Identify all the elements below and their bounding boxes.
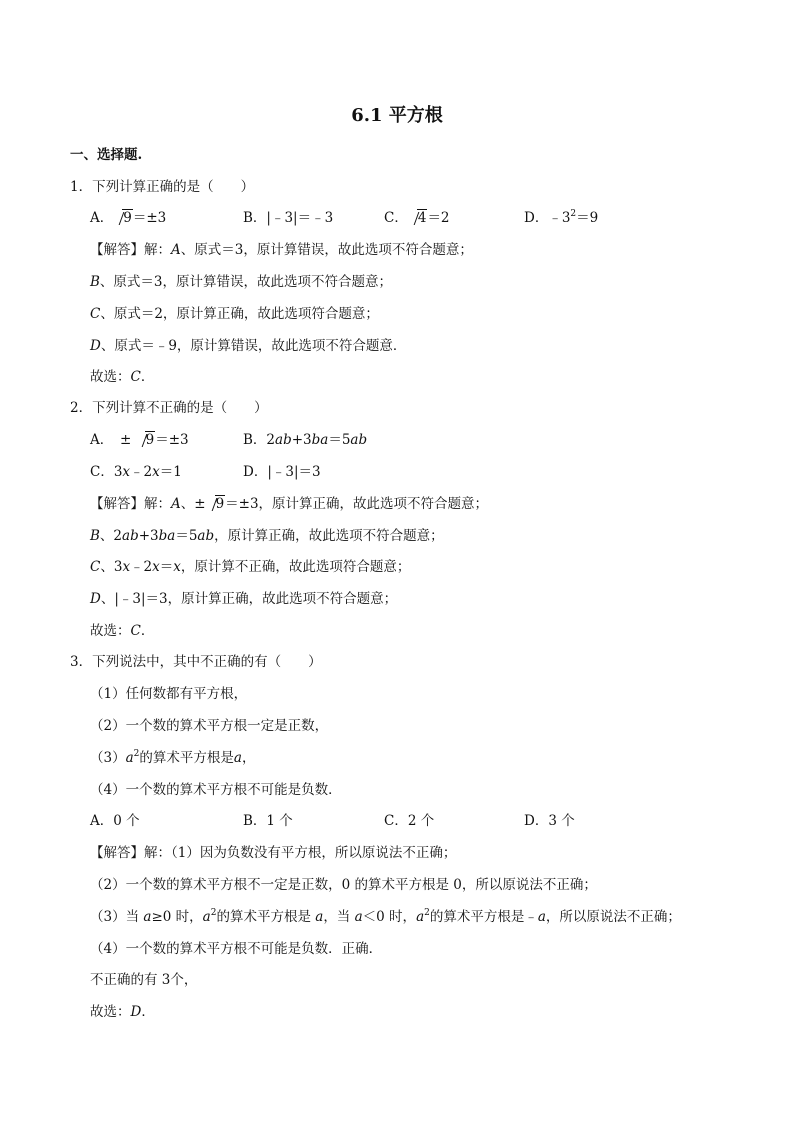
sqrt-symbol [408,209,428,227]
sqrt-symbol [113,209,133,227]
answer-text: 的算术平方根是﹣ [429,909,538,925]
answer-text: 、原式＝﹣9，原计算错误，故此选项不符合题意． [100,338,407,354]
variable: x [152,464,160,480]
radicand: 9 [123,210,132,226]
answer-text: ，所以原说法不正确； [545,909,681,925]
q3-answer-line-5: 不正确的有 3个， [90,972,198,988]
variable: a [125,750,134,766]
exponent: 2 [210,908,217,918]
variable: a [143,909,152,925]
q3-statement-1: （1）任何数都有平方根， [90,686,248,702]
variable: a [416,909,425,925]
operator: ﹣2 [130,464,153,480]
sqrt-symbol [136,431,156,449]
exponent: 2 [570,209,577,219]
q2-option-b-label: B．2 [243,432,276,448]
answer-text: ，原计算不正确，故此选项符合题意； [180,559,411,575]
variable: ba [158,528,176,544]
q1-answer-line-1 [90,241,473,259]
variable: A [171,496,181,512]
answer-text: 、原式＝2，原计算正确，故此选项符合题意； [100,306,379,322]
question-1-stem: 1．下列计算正确的是（ ） [70,179,255,195]
q3-statement-3 [90,749,255,767]
q3-answer-line-4: （4）一个数的算术平方根不可能是负数．正确． [90,941,383,957]
operator: ＝1 [159,464,182,480]
q3-statement-2: （2）一个数的算术平方根一定是正数， [90,718,329,734]
radicand: 9 [145,432,155,448]
variable: B [90,528,100,544]
choice-prefix: 故选： [90,1004,131,1020]
statement-text: 的算术平方根是 [139,750,234,766]
variable: ba [311,432,329,448]
q2-option-a [90,431,189,449]
answer-text: ＝ [159,559,174,575]
variable: D [90,338,101,354]
q1-option-a [90,209,166,227]
answer-prefix: 【解答】解： [90,496,171,512]
answer-text: 、3 [100,559,123,575]
variable: a [233,750,242,766]
exponent: 2 [424,908,430,918]
choice-prefix: 故选： [90,623,131,639]
answer-text: 、原式＝3，原计算错误，故此选项不符合题意； [99,274,393,290]
choice-prefix: 故选： [90,369,131,385]
q1-option-d-label: D．﹣3 [524,210,571,226]
q1-option-a-label: A． [90,210,114,226]
q3-answer-line-3 [90,908,681,926]
answer-text: 的算术平方根是 [216,909,316,925]
variable: ab [275,432,292,448]
answer-text: ﹣2 [130,559,153,575]
variable: C [90,559,101,575]
radicand: 4 [417,210,427,226]
variable: a [202,909,211,925]
answer-text: 、原式＝3，原计算错误，故此选项不符合题意； [180,242,473,258]
answer-text: ＜0 时， [362,909,417,925]
choice-end: ． [140,623,155,639]
variable: ab [350,432,368,448]
q3-statement-4: （4）一个数的算术平方根不可能是负数． [90,782,342,798]
variable: a [315,909,324,925]
answer-text: 、2 [99,528,123,544]
variable: x [173,559,181,575]
variable: a [354,909,363,925]
variable: x [122,464,131,480]
variable: C [90,306,101,322]
answer-text: ，原计算正确，故此选项不符合题意； [214,528,444,544]
q2-option-c [90,463,182,481]
variable: D [90,591,101,607]
q2-option-c-label: C．3 [90,464,123,480]
variable: ab [197,528,215,544]
q1-answer-line-3 [90,305,379,323]
q2-answer-line-1 [90,495,488,513]
q1-option-c-label: C． [384,210,408,226]
choice-end: ． [140,369,155,385]
variable: D [130,1004,142,1020]
answer-text: （3）当 [90,909,144,925]
answer-text: ，当 [323,909,355,925]
statement-text: ， [241,750,256,766]
exponent: 2 [133,749,140,759]
section-heading: 一、选择题. [70,147,143,163]
variable: A [171,242,181,258]
variable: ab [122,528,139,544]
q1-option-c-rest: ＝2 [427,210,450,226]
variable: C [130,623,141,639]
variable: x [152,559,160,575]
q2-answer-line-4 [90,590,397,608]
statement-prefix: （3） [90,750,126,766]
question-2-stem: 2．下列计算不正确的是（ ） [70,400,268,416]
q2-option-b [243,431,367,449]
answer-text: ＝±3，原计算正确，故此选项不符合题意； [225,496,489,512]
q3-answer-line-1: 【解答】解：（1）因为负数没有平方根，所以原说法不正确； [90,845,457,861]
answer-text: ＝5 [175,528,198,544]
q1-option-b: B．|﹣3|＝﹣3 [243,210,334,226]
variable: a [537,909,546,925]
q2-option-a-label: A． ± [90,432,132,448]
q1-option-d-rest: ＝9 [576,210,599,226]
answer-text: 、|﹣3|＝3，原计算正确，故此选项不符合题意； [100,591,398,607]
q1-option-d [524,209,598,227]
operator: +3 [291,432,312,448]
answer-text: 、± [180,496,206,512]
q1-option-c [384,209,450,227]
q3-option-c: C．2 个 [384,813,435,829]
q3-option-d: D．3 个 [524,813,575,829]
q2-answer-line-3 [90,558,410,576]
question-3-stem: 3．下列说法中，其中不正确的有（ ） [70,654,322,670]
variable: x [122,559,131,575]
q3-choice [90,1003,155,1021]
page-title: 6.1 平方根 [351,105,443,126]
q2-answer-line-2 [90,527,444,545]
q2-option-d: D．|﹣3|＝3 [243,464,321,480]
answer-prefix: 【解答】解： [90,242,171,258]
q3-answer-line-2: （2）一个数的算术平方根不一定是正数，0 的算术平方根是 0，所以原说法不正确； [90,877,597,893]
q2-choice [90,622,154,640]
radicand: 9 [215,496,225,512]
answer-text: +3 [138,528,159,544]
sqrt-symbol [206,495,226,513]
q3-option-b: B．1 个 [243,813,293,829]
variable: B [90,274,100,290]
q1-option-a-rest: ＝±3 [132,210,167,226]
variable: C [130,369,141,385]
q1-answer-line-4 [90,337,406,355]
answer-text: ≥0 时， [151,909,203,925]
q2-option-a-rest: ＝±3 [155,432,189,448]
q1-answer-line-2 [90,273,392,291]
choice-end: ． [141,1004,155,1020]
operator: ＝5 [328,432,351,448]
q1-choice [90,368,154,386]
q3-option-a: A．0 个 [90,813,140,829]
